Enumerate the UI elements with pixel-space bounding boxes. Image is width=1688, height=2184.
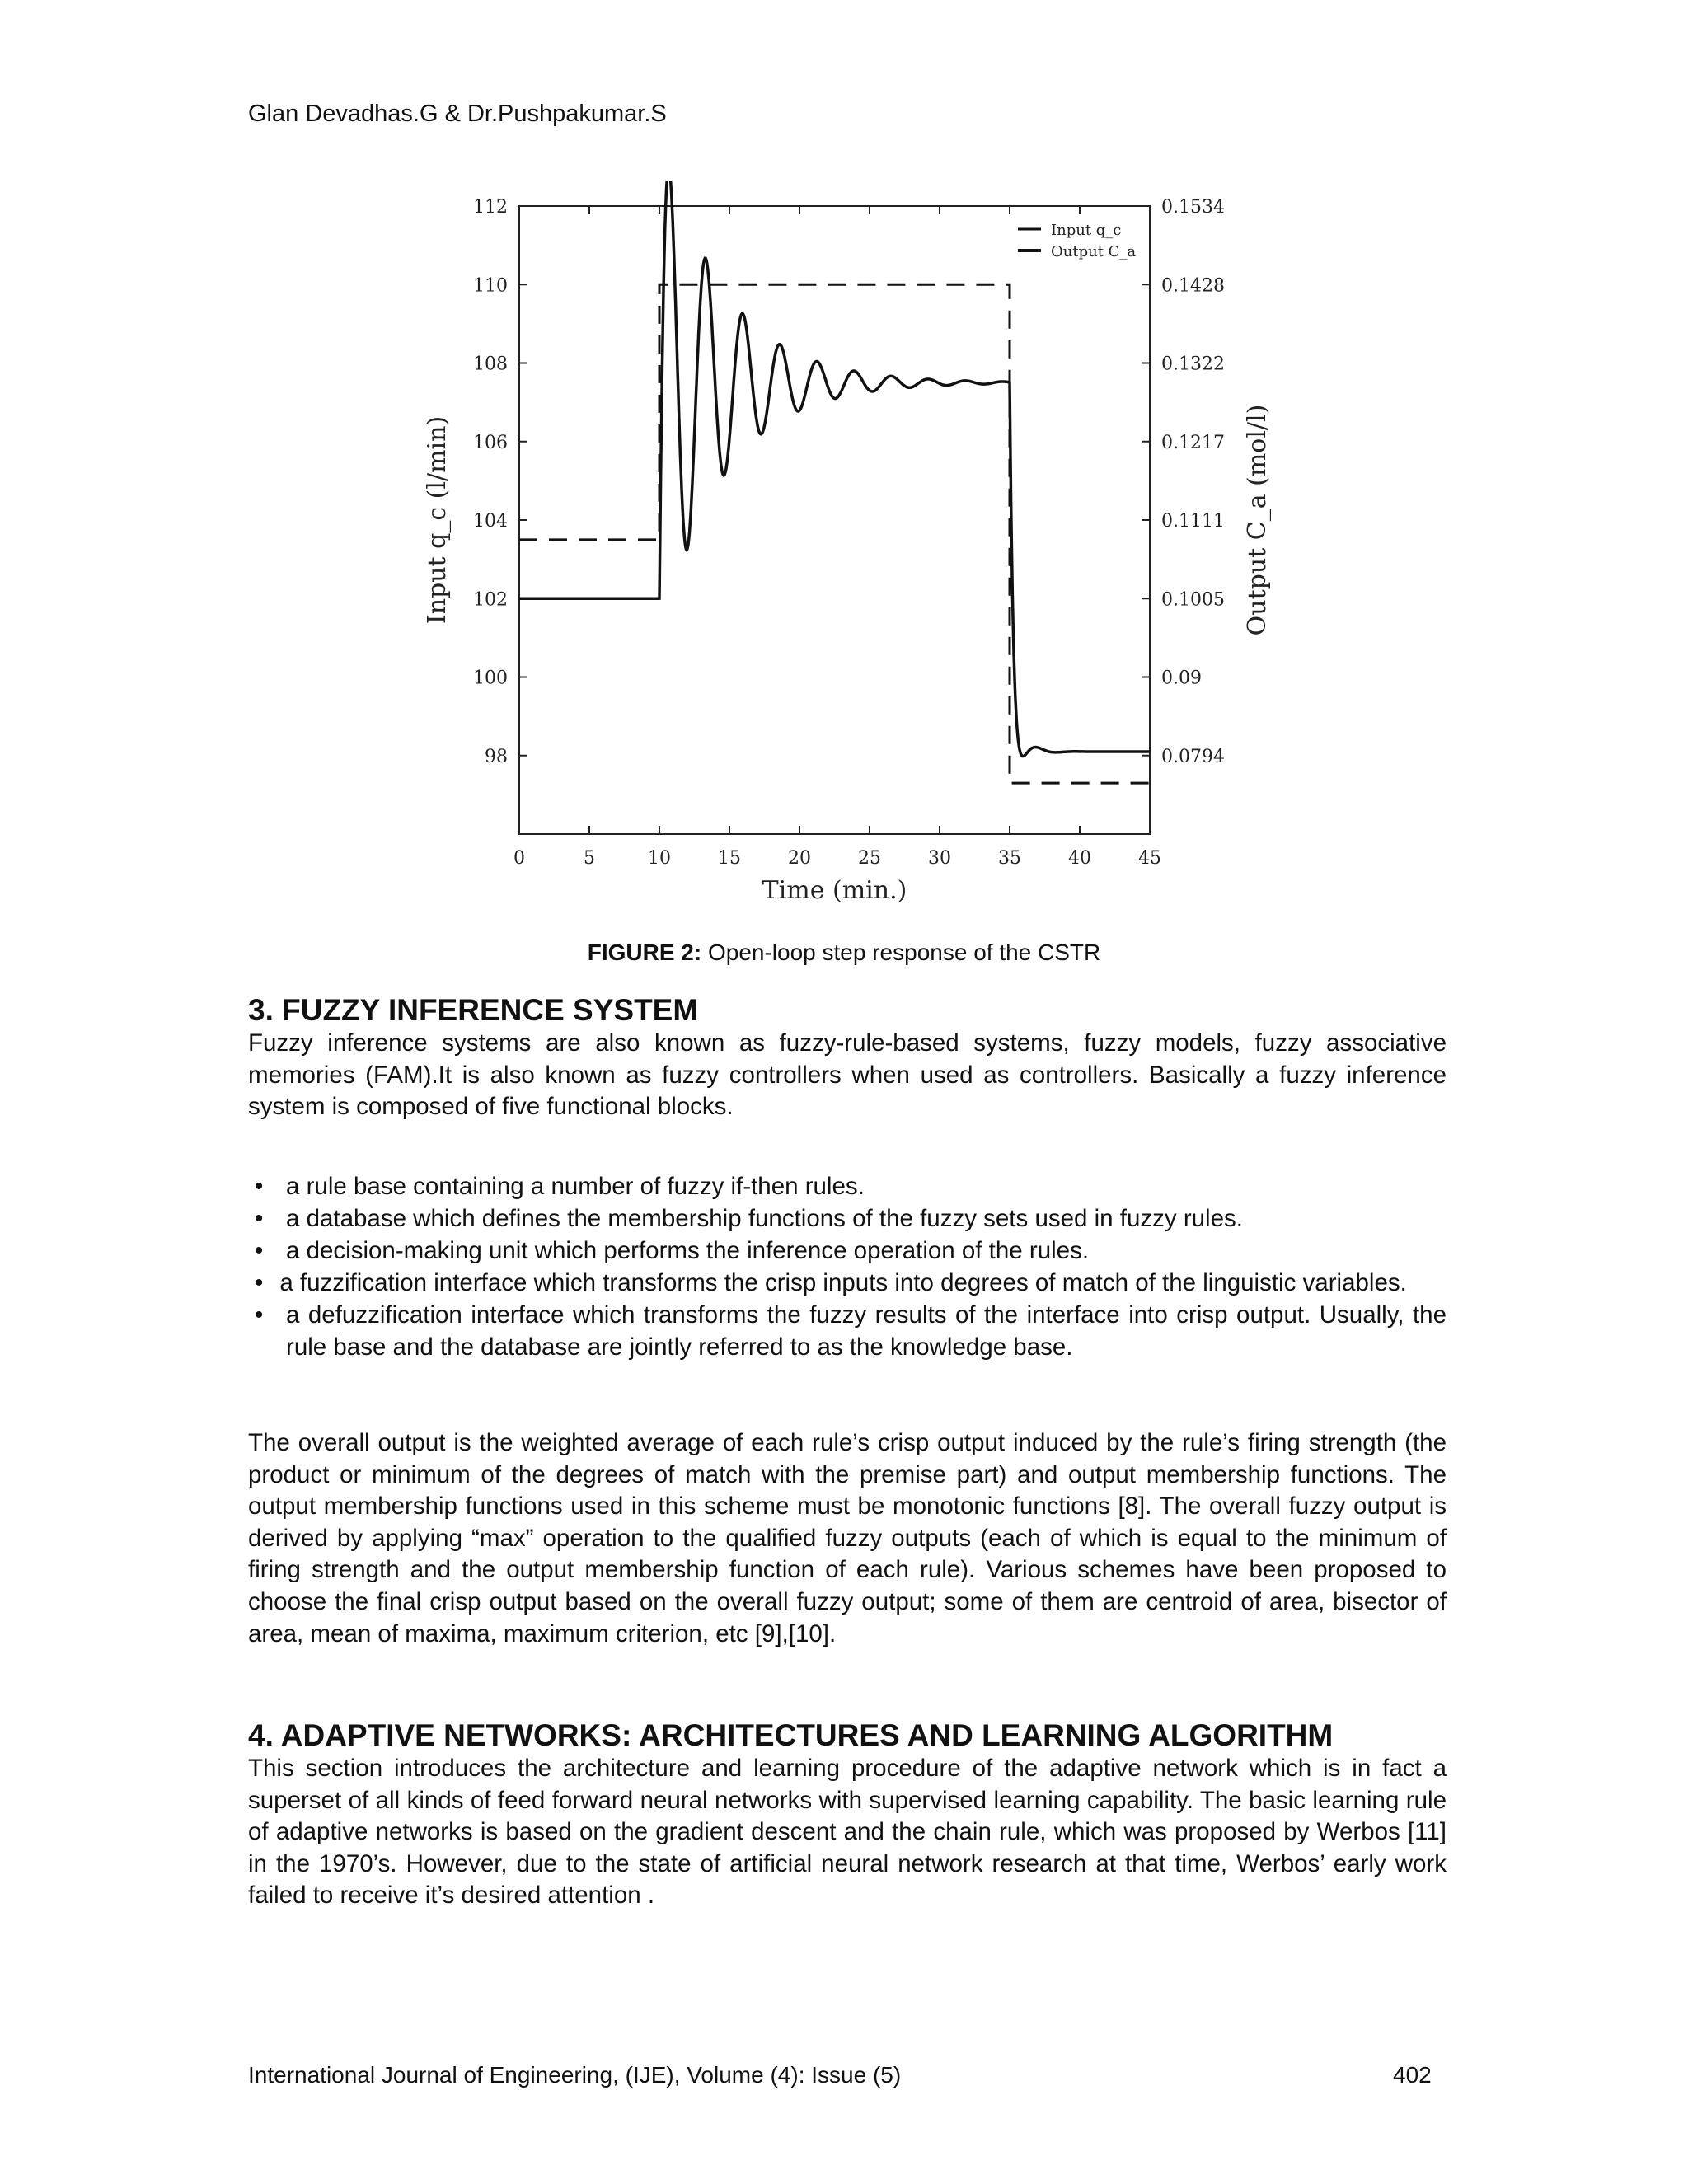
x-tick-label: 35: [998, 848, 1021, 869]
section-4-heading: 4. ADAPTIVE NETWORKS: ARCHITECTURES AND LEARNING ALGORITHM: [248, 1718, 1334, 1752]
plot-frame: [519, 206, 1150, 834]
x-axis-label: Time (min.): [762, 876, 907, 905]
y-tick-label-left: 102: [473, 589, 508, 611]
functional-blocks-list: [248, 1170, 1447, 1363]
y-tick-label-left: 106: [473, 432, 508, 453]
list-item: • a defuzzification interface which transforms the fuzzy results of the interface into crisp output. Usually, the rule base and the database are jointly referred to as the knowledge base.: [255, 1301, 1447, 1361]
page-number: 402: [1393, 2062, 1432, 2088]
x-tick-label: 40: [1068, 848, 1091, 869]
x-tick-label: 15: [718, 848, 741, 869]
y-tick-label-right: 0.1428: [1161, 275, 1225, 297]
y-tick-label-left: 100: [473, 668, 508, 689]
x-tick-label: 5: [584, 848, 595, 869]
x-tick-label: 0: [513, 848, 525, 869]
list-item: • a rule base containing a number of fuzzy if-then rules.: [255, 1173, 865, 1200]
figure-caption: [0, 940, 1688, 966]
caption-label: FIGURE 2:: [587, 940, 702, 965]
legend-output-label: Output C_a: [1051, 243, 1137, 260]
x-tick-label: 20: [788, 848, 811, 869]
journal-footer: International Journal of Engineering, (IJE), Volume (4): Issue (5): [248, 2062, 902, 2088]
y-tick-label-right: 0.1111: [1161, 511, 1225, 532]
y-tick-label-right: 0.09: [1161, 668, 1202, 689]
section-3-intro: Fuzzy inference systems are also known as fuzzy-rule-based systems, fuzzy models, fuzzy associative memories (FAM).It is also known as fuzzy controllers when used as controllers. Basically a fuzzy inference system is composed of five functional blocks.: [248, 1029, 1447, 1121]
list-item: • a decision-making unit which performs the inference operation of the rules.: [255, 1237, 1090, 1264]
y-tick-label-left: 110: [473, 275, 508, 297]
y-tick-label-right: 0.1217: [1161, 432, 1225, 453]
y-tick-label-left: 98: [485, 746, 508, 767]
section-4-body: This section introduces the architecture and learning procedure of the adaptive network which is in fact a superset of all kinds of feed forward neural networks with supervised learning capability. The basic learning rule of adaptive networks is based on the gradient descent and the chain rule, which was proposed by Werbos [11] in the 1970’s. However, due to the state of artificial neural network research at that time, Werbos’ early work failed to receive it’s desired attention .: [248, 1755, 1447, 1910]
section-3-heading: 3. FUZZY INFERENCE SYSTEM: [248, 993, 699, 1027]
x-tick-label: 45: [1138, 848, 1161, 869]
y-tick-label-right: 0.1322: [1161, 354, 1225, 375]
step-response-figure: [404, 181, 1294, 923]
y-tick-label-left: 108: [473, 354, 508, 375]
section-3-body: The overall output is the weighted average of each rule’s crisp output induced by the rule’s firing strength (the product or minimum of the degrees of match with the premise part) and output membership functions. The output membership functions used in this scheme must be monotonic functions [8]. The overall fuzzy output is derived by applying “max” operation to the qualified fuzzy outputs (each of which is equal to the minimum of firing strength and the output membership function of each rule). Various schemes have been proposed to choose the final crisp output based on the overall fuzzy output; some of them are centroid of area, bisector of area, mean of maxima, maximum criterion, etc [9],[10].: [248, 1429, 1447, 1647]
legend-input-label: Input q_c: [1051, 222, 1122, 239]
step-response-chart: [404, 181, 1294, 923]
y-tick-label-left: 104: [473, 511, 508, 532]
y-tick-label-left: 112: [473, 197, 508, 218]
x-tick-label: 10: [648, 848, 671, 869]
y-axis-label-left: Input q_c (l/min): [423, 415, 452, 625]
caption-text: Open-loop step response of the CSTR: [707, 940, 1101, 965]
x-tick-label: 25: [858, 848, 881, 869]
running-header: Glan Devadhas.G & Dr.Pushpakumar.S: [248, 101, 667, 127]
y-tick-label-right: 0.1534: [1161, 197, 1225, 218]
list-item: • a database which defines the membership functions of the fuzzy sets used in fuzzy rules.: [255, 1205, 1243, 1232]
y-tick-label-right: 0.0794: [1161, 746, 1225, 767]
y-axis-label-right: Output C_a (mol/l): [1243, 404, 1272, 636]
y-tick-label-right: 0.1005: [1161, 589, 1225, 611]
output-series-line: [519, 181, 1150, 757]
x-tick-label: 30: [928, 848, 951, 869]
input-series-line: [519, 284, 1150, 783]
list-item: • a fuzzification interface which transforms the crisp inputs into degrees of match of the linguistic variables.: [255, 1269, 1407, 1296]
